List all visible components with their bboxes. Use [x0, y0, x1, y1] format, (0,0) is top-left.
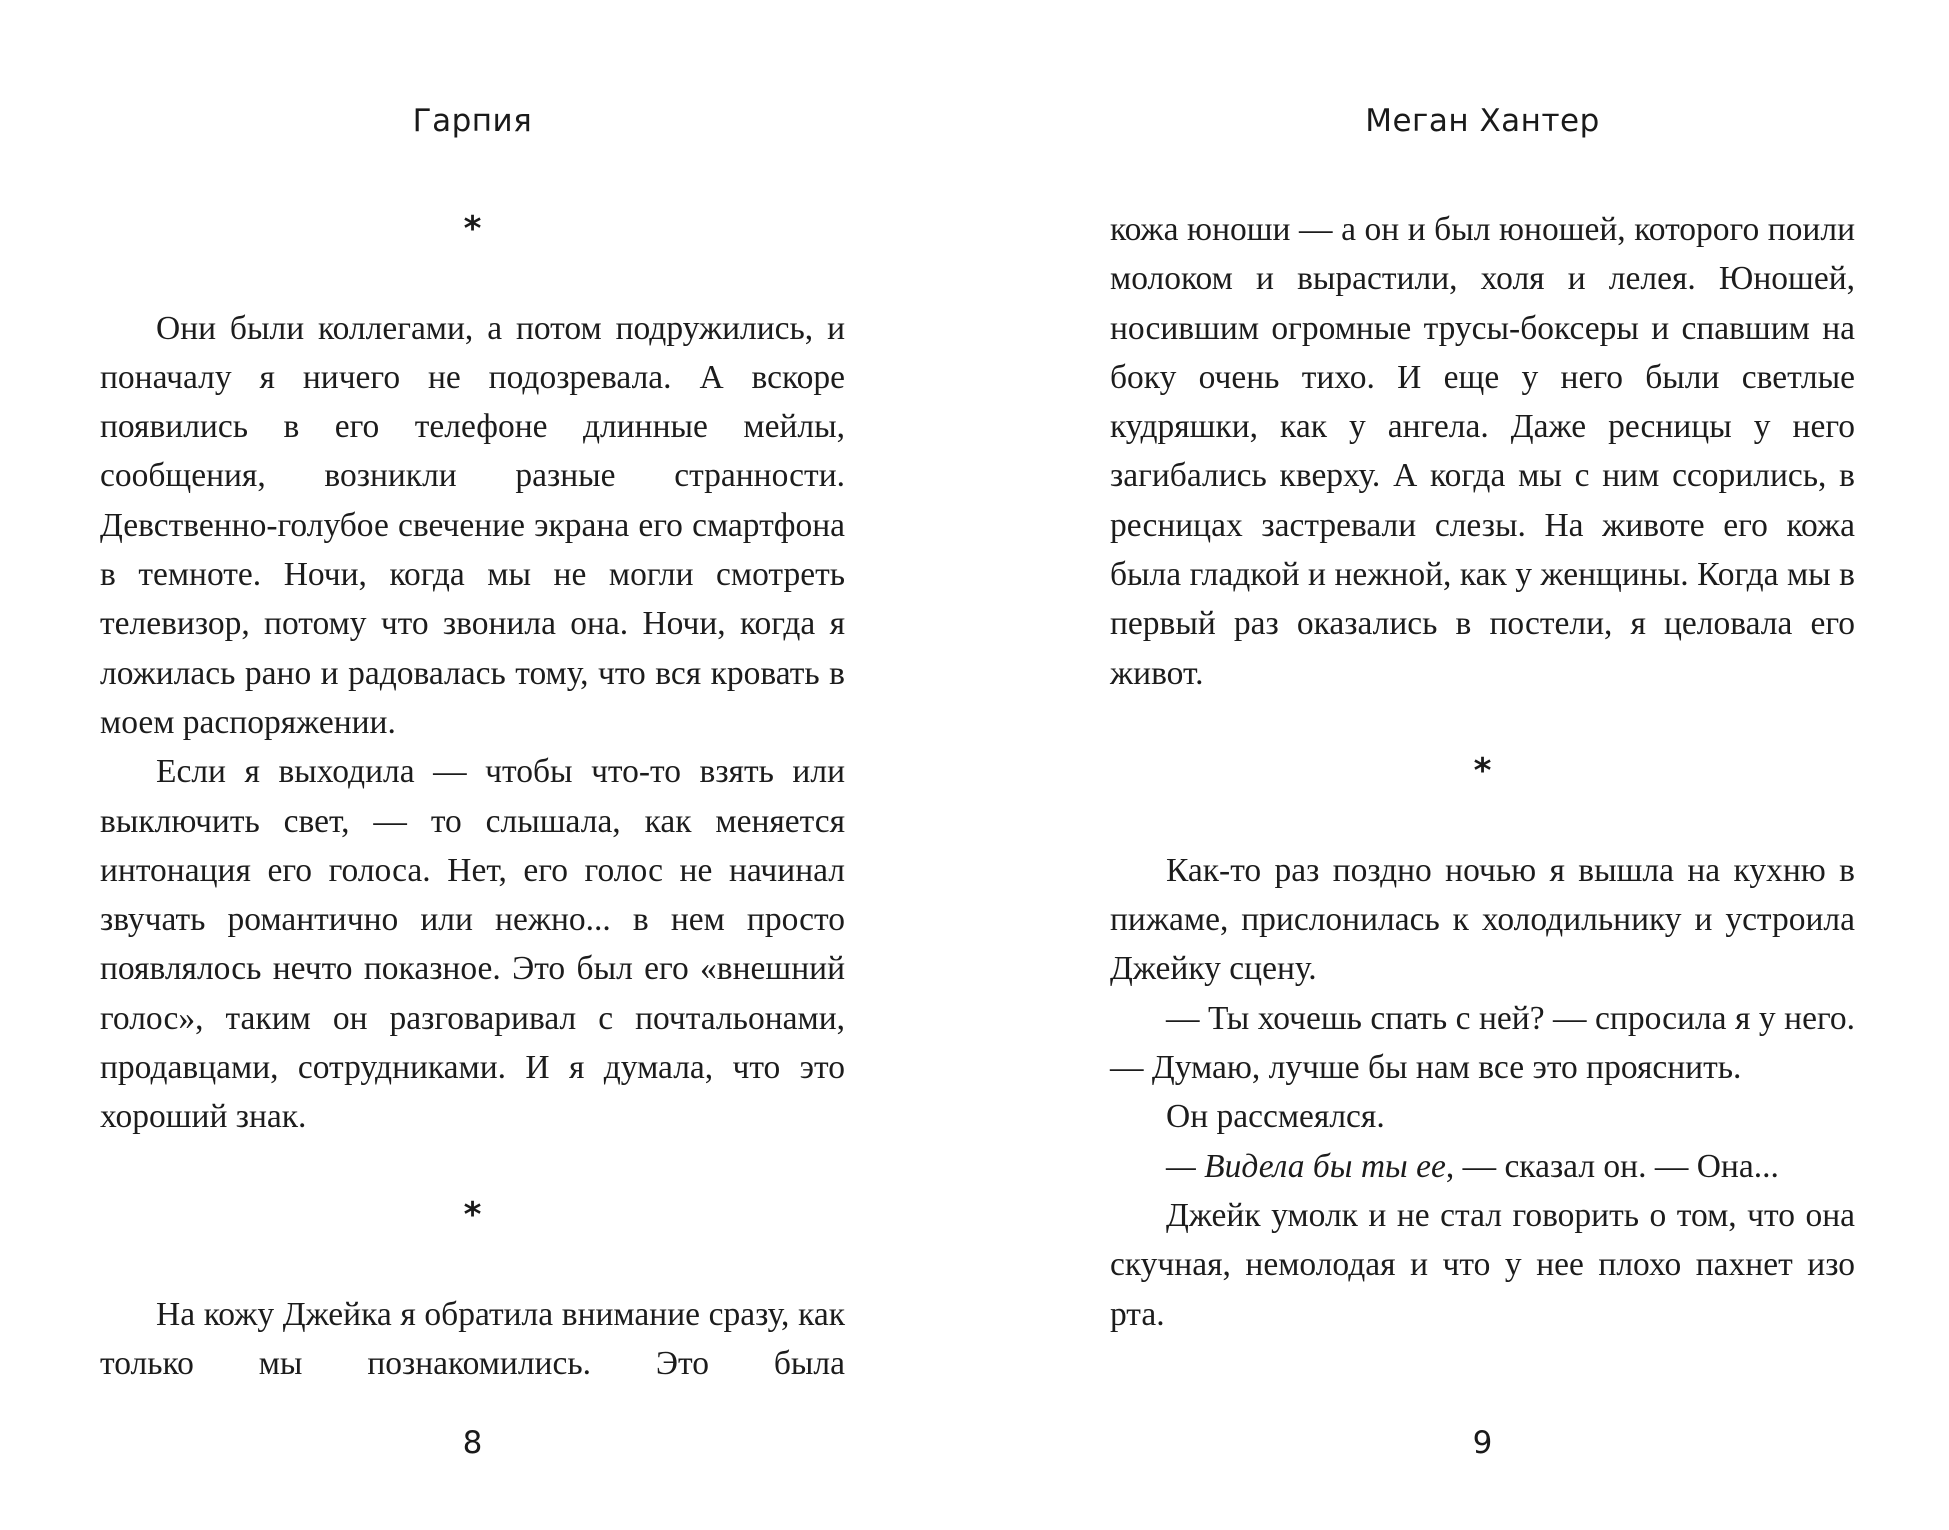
- running-head: Гарпия: [412, 103, 533, 139]
- italic-speech: — Видела бы ты ее: [1166, 1147, 1446, 1185]
- blank-line: [100, 254, 845, 303]
- left-page: [100, 0, 845, 1530]
- blank-line: [100, 1240, 845, 1289]
- page-text: [1110, 205, 1855, 1339]
- right-page: [1110, 0, 1855, 1530]
- page-number: 9: [1472, 1425, 1493, 1461]
- section-break-asterism: *: [463, 1194, 482, 1235]
- running-head: Меган Хантер: [1365, 103, 1600, 139]
- paragraph: Если я выходила — чтобы что-то взять или выключить свет, — то слышала, как меняется интонация его голоса. Нет, его голос не начинал звучать романтично или нежно... в нем просто появлялось нечто показное. Это был его «внешний голос», таким он разговаривал с почтальонами, продавцами, сотрудниками. И я думала, что это хороший знак.: [100, 753, 845, 1136]
- blank-line: [100, 1142, 845, 1191]
- paragraph: На кожу Джейка я обратила внимание сразу, как только мы познакомились. Это была: [100, 1295, 845, 1382]
- paragraph: Они были коллегами, а потом подружились, и поначалу я ничего не подозревала. А вскоре появились в его телефоне длинные мейлы, сообщения, возникли разные странности. Девственно-голубое свечение экрана его смартфона в темноте. Ночи, когда мы не могли смотреть телевизор, потому что звонила она. Ночи, когда я ложилась рано и радовалась тому, что вся кровать в моем распоряжении.: [100, 309, 845, 741]
- paragraph-dialogue: [1110, 1142, 1855, 1191]
- section-break-asterism: *: [463, 209, 482, 249]
- page-number: 8: [462, 1425, 483, 1461]
- section-break-asterism: *: [1473, 751, 1492, 792]
- paragraph-continued: кожа юноши — а он и был юношей, которого поили молоком и вырастили, холя и лелея. Юношей, носившим огромные трусы-боксеры и спавшим на боку очень тихо. И еще у него были светлые кудряшки, как у ангела. Даже ресницы у него загибались кверху. А когда мы с ним ссорились, в ресницах застревали слезы. На животе его кожа была гладкой и нежной, как у женщины. Когда мы в первый раз оказались в постели, я целовала его живот.: [1110, 211, 1855, 692]
- paragraph: — Ты хочешь спать с ней? — спросила я у него. — Думаю, лучше бы нам все это прояснить.: [1110, 999, 1855, 1087]
- paragraph: Как-то раз поздно ночью я вышла на кухню в пижаме, прислонилась к холодильнику и устроила Джейку сцену.: [1110, 851, 1855, 988]
- page-text: [100, 205, 845, 1388]
- speech-attribution: , — сказал он. — Она...: [1445, 1147, 1779, 1185]
- blank-line: [1110, 698, 1855, 747]
- blank-line: [1110, 797, 1855, 846]
- paragraph: Джейк умолк и не стал говорить о том, что она скучная, немолодая и что у нее плохо пахнет изо рта.: [1110, 1196, 1855, 1333]
- paragraph: Он рассмеялся.: [1166, 1098, 1385, 1136]
